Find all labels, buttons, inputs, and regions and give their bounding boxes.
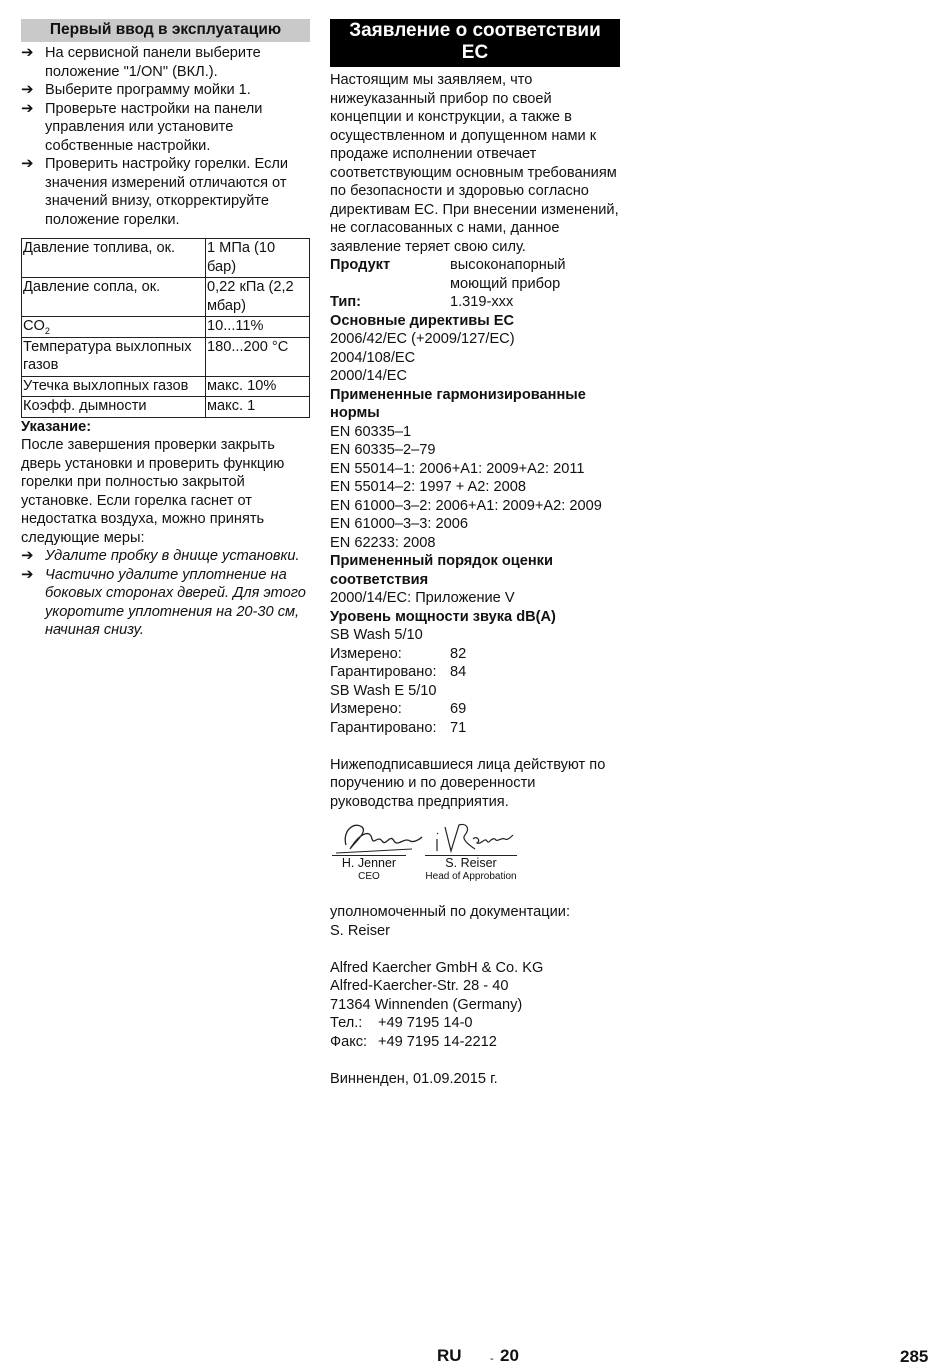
- signatory-name: H. Jenner: [332, 855, 406, 870]
- arrow-right-icon: ➔: [21, 565, 34, 583]
- product-row: [330, 256, 620, 293]
- product-value: высоконапорный моющий прибор: [450, 257, 566, 292]
- signatures-block: [330, 819, 620, 887]
- norm-item: EN 60335–1: [330, 423, 412, 440]
- table-cell-key: Давление топлива, ок.: [22, 239, 206, 278]
- company-city: 71364 Winnenden (Germany): [330, 996, 523, 1013]
- table-cell-value: 180...200 °C: [206, 337, 310, 376]
- fax-value: +49 7195 14-2212: [378, 1033, 497, 1050]
- norm-item: EN 55014–1: 2006+A1: 2009+A2: 2011: [330, 460, 585, 477]
- spacer: [330, 940, 620, 959]
- signatory-role: Head of Approbation: [425, 871, 517, 882]
- list-item: ➔ На сервисной панели выберите положение "1/ON" (ВКЛ.).: [21, 44, 261, 80]
- table-cell-value: макс. 1: [206, 397, 310, 418]
- footer-dash: -: [490, 1353, 494, 1365]
- left-column: [21, 19, 310, 640]
- sound-measured-row: Измерено: 69: [330, 701, 467, 717]
- note-text: После завершения проверки закрыть дверь установки и проверить функцию горелки при полностью закрытой установке. Если горелка гаснет от недостатка воздуха, можно принять следующие меры:: [21, 437, 285, 546]
- footer-language: RU: [437, 1346, 462, 1365]
- burner-settings-table: [21, 238, 310, 418]
- sound-title: Уровень мощности звука dB(A): [330, 608, 556, 625]
- footer-section-page: 20: [500, 1346, 519, 1365]
- table-cell-key: Температура выхлопных газов: [22, 337, 206, 376]
- sound-measured-row: Измерено: 82: [330, 645, 467, 662]
- list-item: ➔ Выберите программу мойки 1.: [21, 81, 251, 98]
- note-title: Указание:: [21, 418, 92, 435]
- table-cell-value: 10...11%: [206, 317, 310, 338]
- table-row: [22, 317, 310, 338]
- list-item: ➔ Проверьте настройки на панели управления или установите собственные настройки.: [21, 99, 263, 154]
- arrow-right-icon: ➔: [21, 44, 34, 61]
- type-label: Тип:: [330, 294, 362, 310]
- section-heading-ec-declaration: Заявление о соответствии ЕС: [330, 19, 620, 67]
- type-row: [330, 293, 620, 312]
- handwritten-signature-icon: [425, 819, 517, 855]
- handwritten-signature-icon: [332, 819, 424, 855]
- spacer: [330, 737, 620, 756]
- arrow-right-icon: ➔: [21, 547, 34, 564]
- signature-reiser: [425, 819, 517, 883]
- type-value: 1.319-xxx: [450, 294, 514, 310]
- table-cell-key: Коэфф. дымности: [22, 397, 206, 418]
- phone-row: [330, 1014, 620, 1033]
- list-item: ➔ Частично удалите уплотнение на боковых сторонах дверей. Для этого укоротите уплотнения на 20-30 см, начиная снизу.: [21, 565, 306, 638]
- table-row: [22, 337, 310, 376]
- fax-label: Факс:: [330, 1033, 368, 1050]
- table-cell-key: Давление сопла, ок.: [22, 278, 206, 317]
- list-item: ➔ Удалите пробку в днище установки.: [21, 547, 300, 564]
- directives-title: Основные директивы ЕС: [330, 312, 515, 329]
- fax-row: [330, 1033, 620, 1052]
- table-cell-key: Утечка выхлопных газов: [22, 376, 206, 397]
- norms-title: Примененные гармонизированные нормы: [330, 386, 586, 421]
- arrow-right-icon: ➔: [21, 155, 34, 172]
- phone-label: Тел.:: [330, 1015, 363, 1031]
- arrow-right-icon: ➔: [21, 81, 34, 98]
- sound-guaranteed-row: Гарантировано: 71: [330, 719, 467, 736]
- directive-item: 2004/108/EC: [330, 349, 416, 366]
- assessment-value: 2000/14/EC: Приложение V: [330, 590, 515, 606]
- footer-page-number: 285: [900, 1347, 929, 1366]
- table-row: [22, 239, 310, 278]
- sound-model: SB Wash 5/10: [330, 627, 423, 643]
- table-row: [22, 397, 310, 418]
- signatory-role: CEO: [358, 871, 380, 882]
- directive-item: 2006/42/EC (+2009/127/EC): [330, 331, 515, 347]
- norm-item: EN 61000–3–2: 2006+A1: 2009+A2: 2009: [330, 497, 602, 514]
- spacer: [330, 1051, 620, 1070]
- company-street: Alfred-Kaercher-Str. 28 - 40: [330, 978, 509, 994]
- norm-item: EN 61000–3–3: 2006: [330, 516, 468, 532]
- norm-item: EN 62233: 2008: [330, 534, 436, 551]
- table-row: [22, 278, 310, 317]
- list-item: ➔ Проверить настройку горелки. Если значения измерений отличаются от значений внизу, откорректируйте положение горелки.: [21, 155, 289, 228]
- signatories-text: Нижеподписавшиеся лица действуют по поручению и по доверенности руководства предприятия.: [330, 756, 606, 810]
- product-label: Продукт: [330, 257, 391, 273]
- company-name: Alfred Kaercher GmbH & Co. KG: [330, 959, 544, 976]
- documentation-label: уполномоченный по документации:: [330, 904, 570, 920]
- documentation-name: S. Reiser: [330, 922, 391, 939]
- right-column: [330, 19, 620, 1088]
- table-cell-value: 0,22 кПа (2,2 мбар): [206, 278, 310, 317]
- assessment-title: Примененный порядок оценки соответствия: [330, 553, 553, 588]
- norm-item: EN 55014–2: 1997 + A2: 2008: [330, 479, 526, 495]
- section-heading-commissioning: Первый ввод в эксплуатацию: [21, 19, 310, 42]
- measures-list: [21, 547, 310, 640]
- sound-model: SB Wash E 5/10: [330, 682, 437, 699]
- sound-guaranteed-row: Гарантировано: 84: [330, 664, 467, 680]
- directive-item: 2000/14/EC: [330, 368, 408, 384]
- table-cell-value: макс. 10%: [206, 376, 310, 397]
- table-row: [22, 376, 310, 397]
- norm-item: EN 60335–2–79: [330, 442, 436, 458]
- signature-jenner: [332, 819, 406, 883]
- phone-value: +49 7195 14-0: [378, 1015, 473, 1031]
- declaration-intro: Настоящим мы заявляем, что нижеуказанный прибор по своей концепции и конструкции, а также в осуществленном и допущенном нами к продаже исполнении отвечает соответствующим основным требованиям по безопасности и здоровью согласно директивам ЕС. При внесении изменений, не согласованных с нами, данное заявление теряет свою силу.: [330, 72, 619, 255]
- table-cell-value: 1 МПа (10 бар): [206, 239, 310, 278]
- signatory-name: S. Reiser: [425, 855, 517, 870]
- arrow-right-icon: ➔: [21, 99, 34, 117]
- commissioning-steps: [21, 44, 310, 229]
- table-cell-key: $CO_2$: [22, 317, 206, 338]
- place-date: Винненден, 01.09.2015 г.: [330, 1070, 498, 1087]
